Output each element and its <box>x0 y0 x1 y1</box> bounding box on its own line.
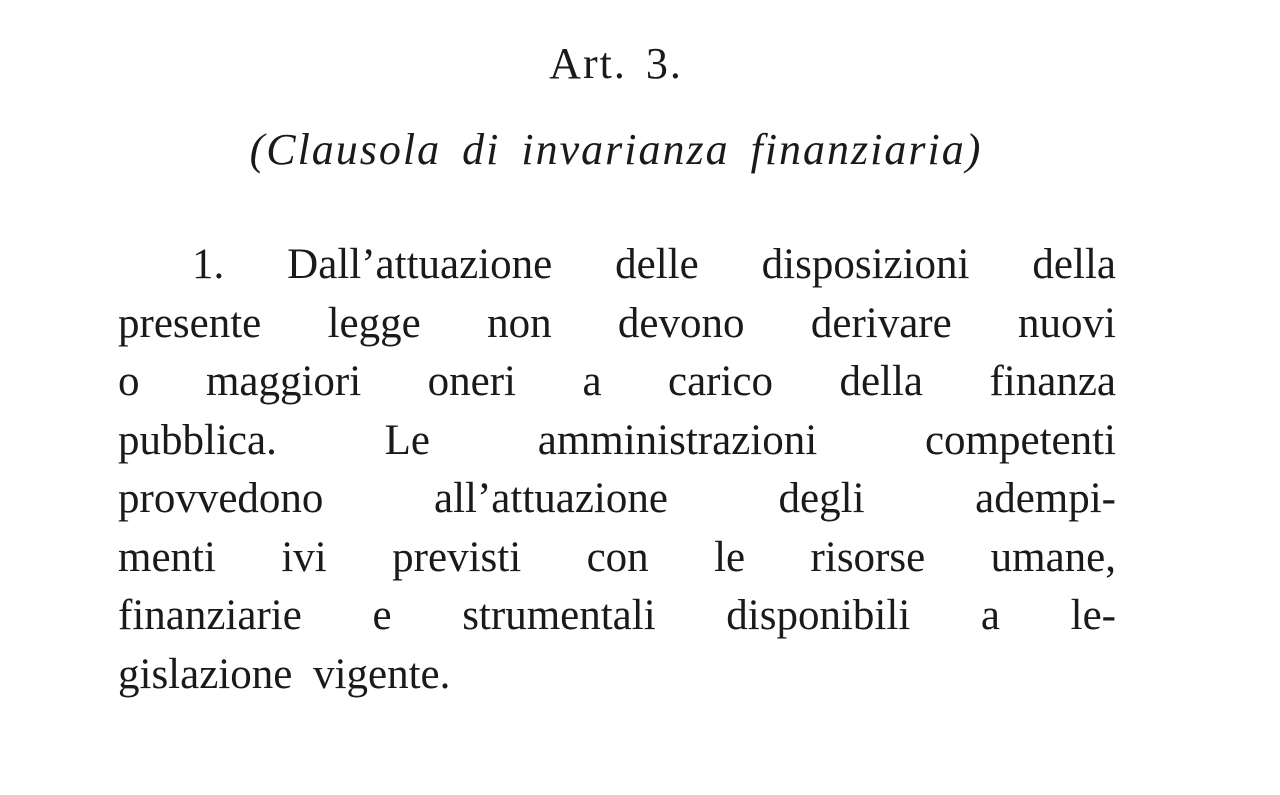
paragraph-line: gislazione vigente. <box>118 650 451 698</box>
article-paragraph <box>118 236 1116 704</box>
paragraph-line: finanziarie e strumentali disponibili a le- <box>118 592 1116 639</box>
paragraph-line: 1. Dall’attuazione delle disposizioni della <box>192 241 1116 288</box>
article-number: Art. 3. <box>549 39 683 88</box>
article-heading: (Clausola di invarianza finanziaria) <box>249 125 983 174</box>
paragraph-line: presente legge non devono derivare nuovi <box>118 299 1116 347</box>
paragraph-line: pubblica. Le amministrazioni competenti <box>118 416 1116 464</box>
paragraph-line: o maggiori oneri a carico della finanza <box>118 358 1116 405</box>
paragraph-line: provvedono all’attuazione degli adempi- <box>118 475 1116 522</box>
paragraph-line: menti ivi previsti con le risorse umane, <box>118 533 1116 581</box>
